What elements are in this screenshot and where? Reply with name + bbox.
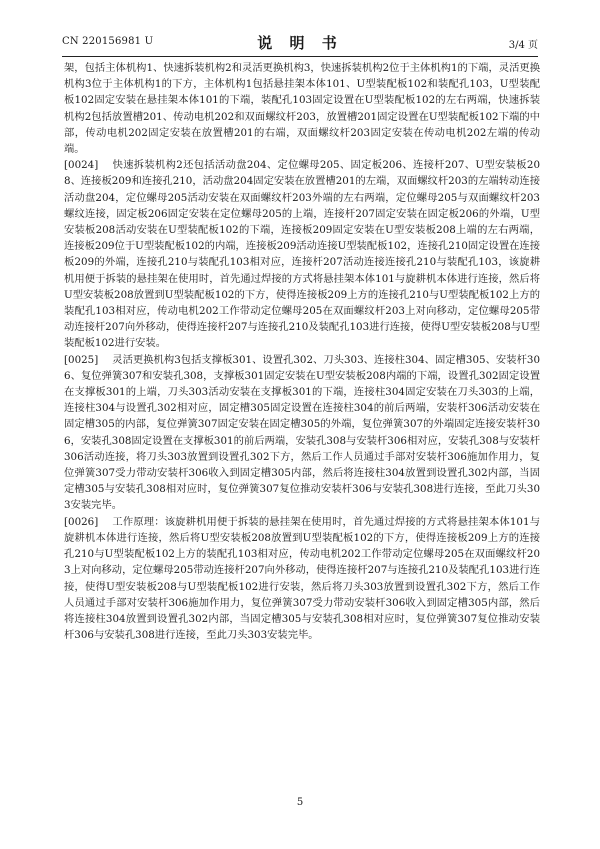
page-number: 5 xyxy=(296,797,304,808)
document-title: 说 明 书 xyxy=(257,34,343,52)
paragraph-0026 xyxy=(64,514,540,644)
paragraph-number: [0025] xyxy=(64,353,99,366)
paragraph-text: 架，包括主体机构1、快速拆装机构2和灵活更换机构3，快速拆装机构2位于主体机构1的下端，灵活更换机构3位于主体机构1的下方，主体机构1包括悬挂架本体101、U型装配板102和装配孔103，U型装配板102固定安装在悬挂架本体101的下端，装配孔103固定设置在U型装配板102的左右两端，快速拆装机构2包括放置槽201、传动电机202和双面螺纹杆203，放置槽201固定设置在U型装配板102下端的中部，传动电机202固定安装在放置槽201的右端，双面螺纹杆203固定安装在传动电机202左端的传动端。 xyxy=(64,62,540,156)
page-indicator: 3/4 页 xyxy=(508,40,538,51)
paragraph-0025 xyxy=(64,352,540,514)
paragraph-0024 xyxy=(64,157,540,351)
page-header xyxy=(62,32,538,52)
paragraph-text: 工作原理：该旋耕机用便于拆装的悬挂架在使用时，首先通过焊接的方式将悬挂架本体101与旋耕机本体进行连接，然后将U型安装板208放置到U型装配板102的下方，使得连接板209上方的连接孔210与U型装配板102上方的装配孔103相对应，传动电机202工作带动定位螺母205在双面螺纹杆203上对向移动，定位螺母205带动连接杆207向外移动，使得连接杆207与连接孔210及装配孔103进行连接，使得U型安装板208与U型装配板102进行安装，然后将刀头303放置到设置孔302下方，然后工作人员通过手部对安装杆306施加作用力，复位弹簧307受力带动安装杆306收入到固定槽305内部，然后将连接柱304放置到设置孔302内部，当固定槽305与安装孔308相对应时，复位弹簧307复位推动安装杆306与安装孔308进行连接，至此刀头303安装完毕。 xyxy=(64,515,540,642)
paragraph-text: 快速拆装机构2还包括活动盘204、定位螺母205、固定板206、连接杆207、U型安装板208、连接板209和连接孔210，活动盘204固定安装在放置槽201的左端，双面螺纹杆203的左端转动连接活动盘204，定位螺母205活动安装在双面螺纹杆203外端的左右两端，定位螺母205与双面螺纹杆203螺纹连接，固定板206固定安装在定位螺母205的上端，连接杆207固定安装在固定板206的外端，U型安装板208活动安装在U型装配板102的下端，连接板209固定安装在U型安装板208上端的左右两端，连接板209位于U型装配板102的内端，连接板209活动连接U型装配板102，连接孔210固定设置在连接板209的外端，连接孔210与装配孔103相对应，连接杆207活动连接连接孔210与装配孔103，该旋耕机用便于拆装的悬挂架在使用时，首先通过焊接的方式将悬挂架本体101与旋耕机本体进行连接，然后将U型安装板208放置到U型装配板102的下方，使得连接板209上方的连接孔210与U型装配板102上方的装配孔103相对应，传动电机202工作带动定位螺母205在双面螺纹杆203上对向移动，定位螺母205带动连接杆207向外移动，使得连接杆207与连接孔210及装配孔103进行连接，使得U型安装板208与U型装配板102进行安装。 xyxy=(64,159,541,350)
paragraph-number: [0026] xyxy=(64,515,99,528)
publication-number: CN 220156981 U xyxy=(62,36,154,47)
paragraph-number: [0024] xyxy=(64,159,99,172)
paragraph-text: 灵活更换机构3包括支撑板301、设置孔302、刀头303、连接柱304、固定槽305、安装杆306、复位弹簧307和安装孔308，支撑板301固定安装在U型安装板208内端的下端，设置孔302固定设置在支撑板301的上端，刀头303活动安装在支撑板301的下端，连接柱304固定安装在刀头303的上端，连接柱304与设置孔302相对应，固定槽305固定设置在连接柱304的前后两端，安装杆306活动安装在固定槽305的内部，复位弹簧307固定安装在固定槽305的外端，复位弹簧307的外端固定连接安装杆306，安装孔308固定设置在支撑板301的前后两端，安装孔308与安装杆306相对应，安装孔308与安装杆306活动连接，将刀头303放置到设置孔302下方，然后工作人员通过手部对安装杆306施加作用力，复位弹簧307受力带动安装杆306收入到固定槽305内部，然后将连接柱304放置到设置孔302内部，当固定槽305与安装孔308相对应时，复位弹簧307复位推动安装杆306与安装孔308进行连接，至此刀头303安装完毕。 xyxy=(64,353,540,512)
paragraph-continued xyxy=(64,60,540,157)
header-rule xyxy=(62,56,538,57)
document-body xyxy=(64,60,540,643)
